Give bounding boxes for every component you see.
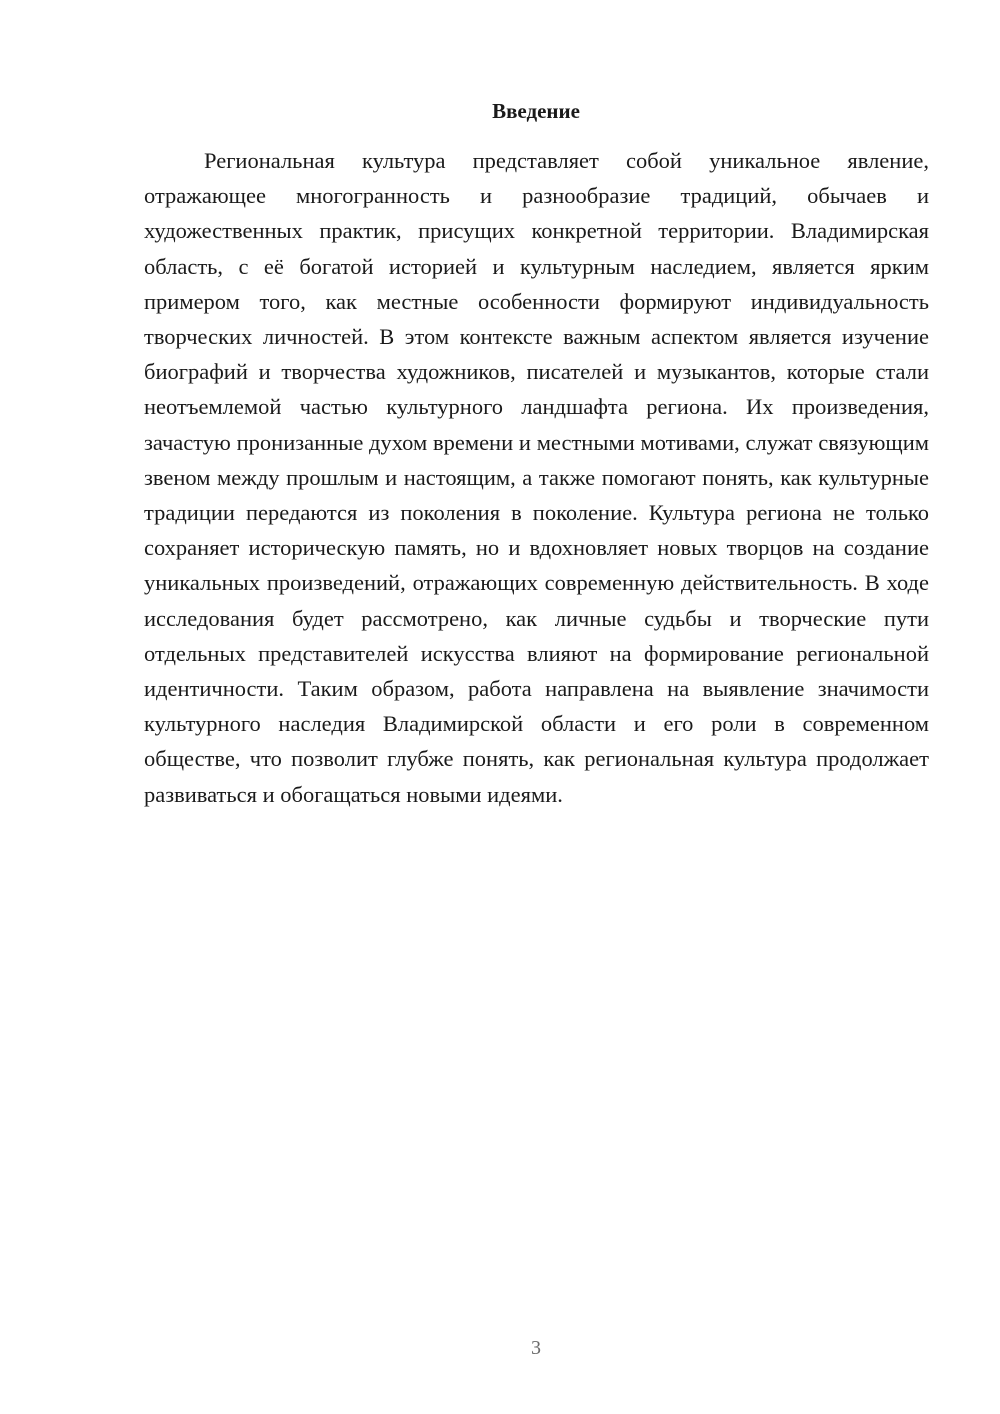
page-number: 3 bbox=[531, 1337, 541, 1359]
introduction-paragraph: Региональная культура представляет собой уникальное явление, отражающее многогранность и разнообразие традиций, обычаев и художественных практик, присущих конкретной территории. Владимирская область, с её богатой историей и культурным наследием, является ярким примером того, как местные особенности формируют индивидуальность творческих личностей. В этом контексте важным аспектом является изучение биографий и творчества художников, писателей и музыкантов, которые стали неотъемлемой частью культурного ландшафта региона. Их произведения, зачастую пронизанные духом времени и местными мотивами, служат связующим звеном между прошлым и настоящим, а также помогают понять, как культурные традиции передаются из поколения в поколение. Культура региона не только сохраняет историческую память, но и вдохновляет новых творцов на создание уникальных произведений, отражающих современную действительность. В ходе исследования будет рассмотрено, как личные судьбы и творческие пути отдельных представителей искусства влияют на формирование региональной идентичности. Таким образом, работа направлена на выявление значимости культурного наследия Владимирской области и его роли в современном обществе, что позволит глубже понять, как региональная культура продолжает развиваться и обогащаться новыми идеями. bbox=[144, 148, 929, 807]
section-heading: Введение bbox=[492, 99, 580, 123]
